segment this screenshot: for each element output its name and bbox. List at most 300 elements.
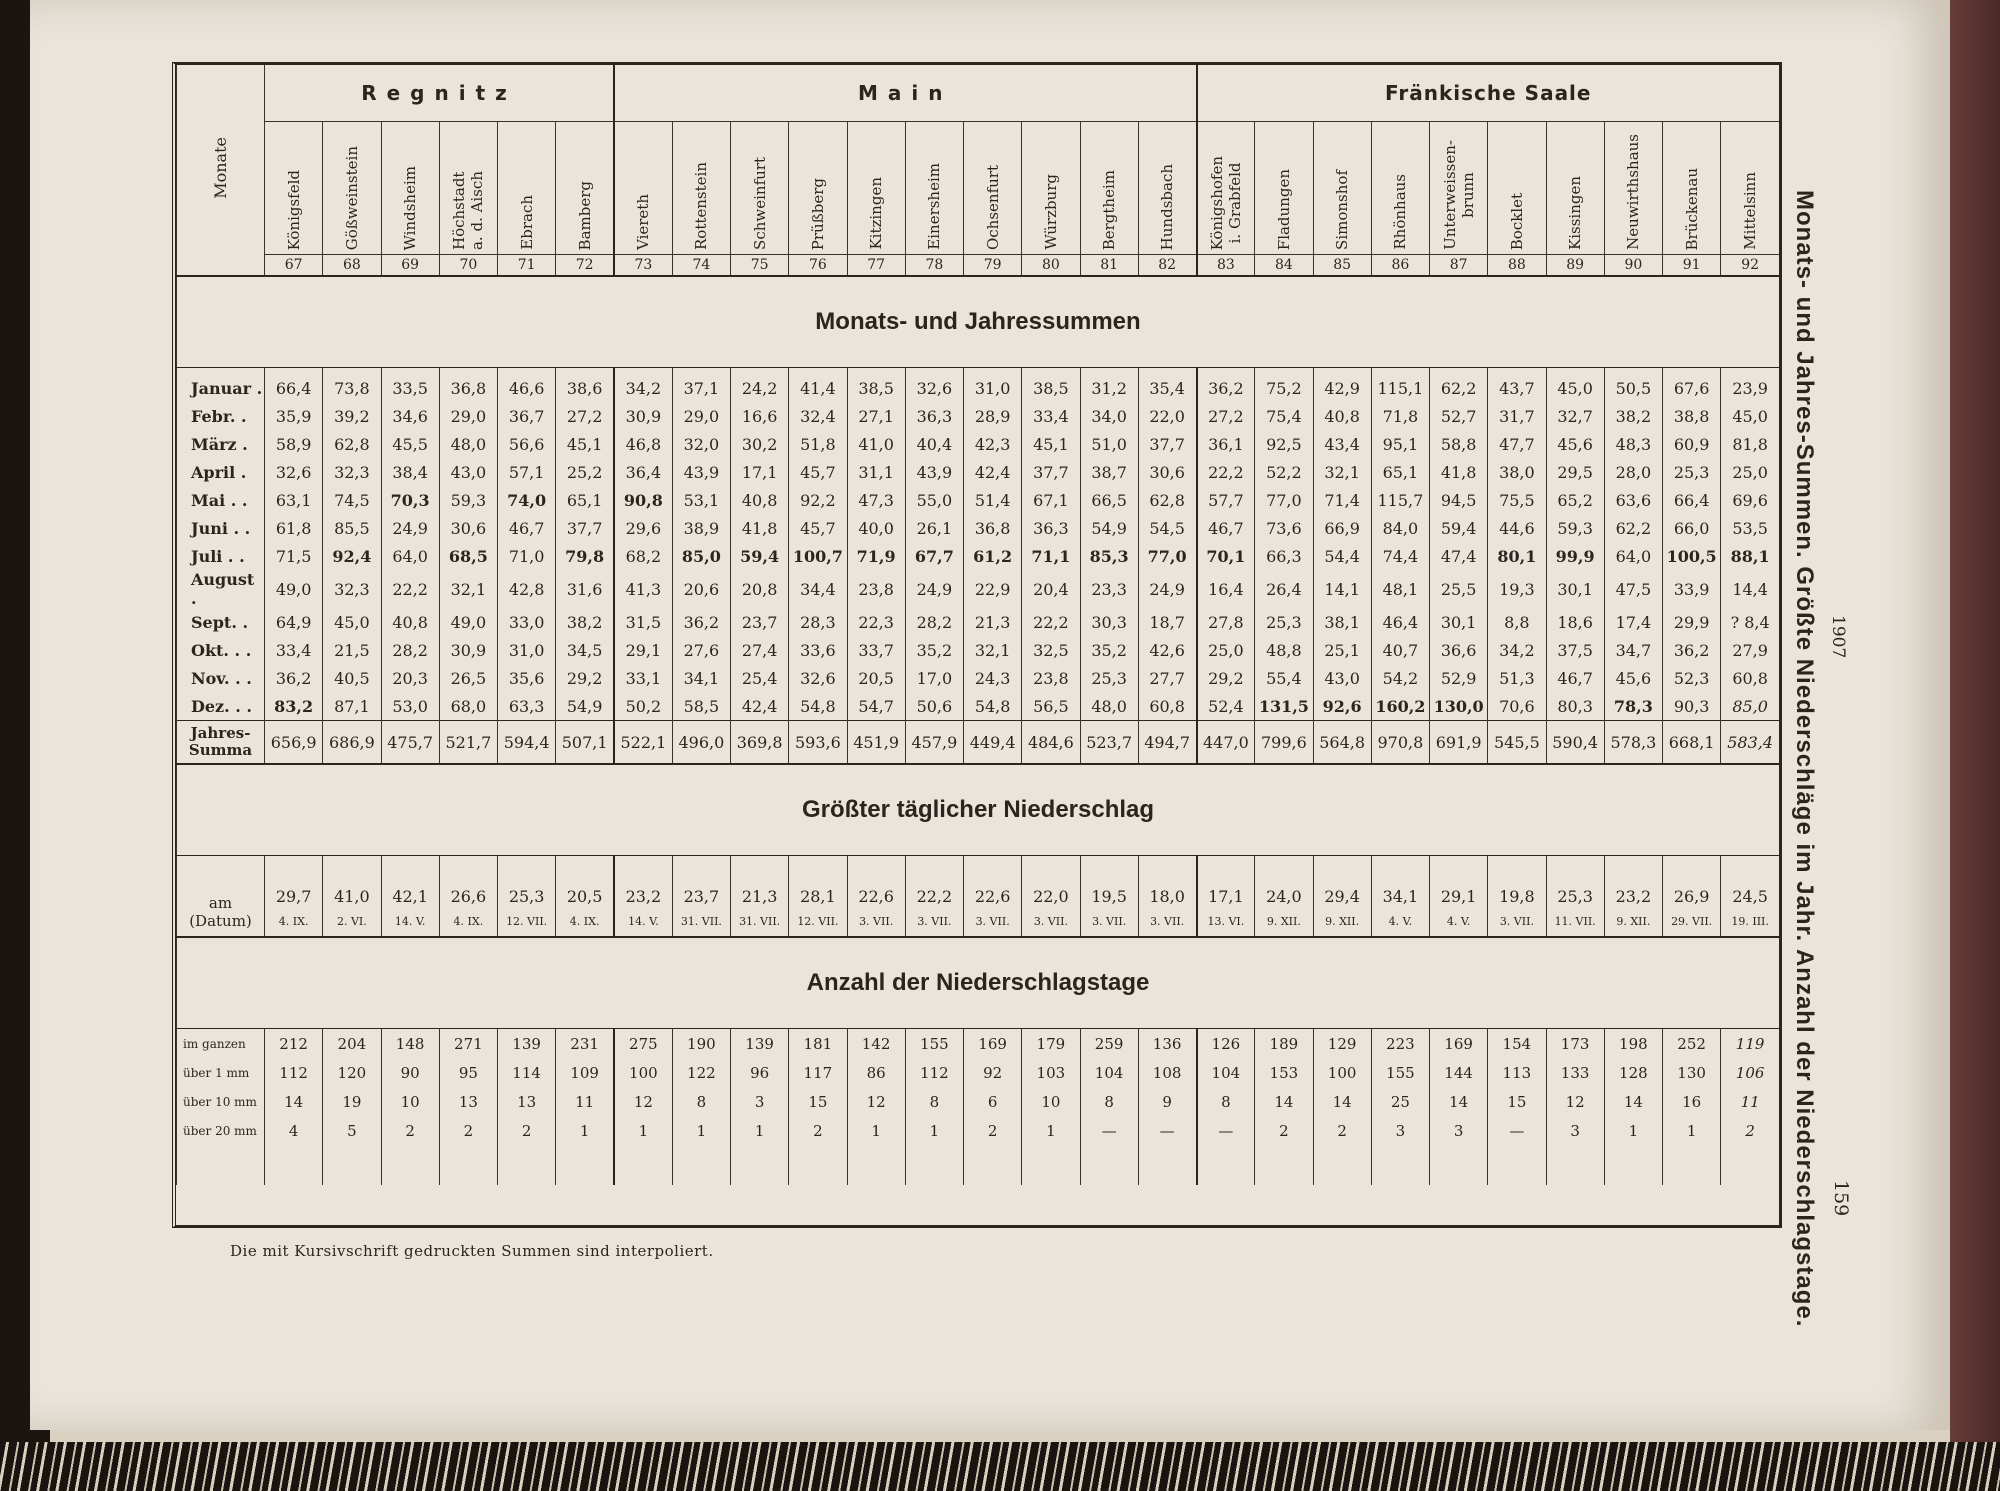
days-value: 231 bbox=[556, 1029, 614, 1059]
days-value: 12 bbox=[847, 1087, 905, 1116]
days-value: 2 bbox=[498, 1116, 556, 1145]
month-label: Okt. . . bbox=[177, 636, 265, 664]
month-value: 48,3 bbox=[1604, 430, 1662, 458]
month-label: April . bbox=[177, 458, 265, 486]
station-header bbox=[1197, 122, 1255, 255]
month-value: 62,2 bbox=[1604, 514, 1662, 542]
month-value: 37,7 bbox=[1138, 430, 1196, 458]
days-value: 11 bbox=[556, 1087, 614, 1116]
days-value: 1 bbox=[1604, 1116, 1662, 1145]
max-date-row bbox=[177, 906, 1780, 937]
station-number: 88 bbox=[1488, 255, 1546, 277]
days-value: 2 bbox=[439, 1116, 497, 1145]
month-value: 33,5 bbox=[381, 368, 439, 403]
month-value: 17,4 bbox=[1604, 608, 1662, 636]
max-date: 3. VII. bbox=[847, 906, 905, 937]
days-value: 169 bbox=[964, 1029, 1022, 1059]
month-value: 35,2 bbox=[905, 636, 963, 664]
station-name: Viereth bbox=[634, 194, 653, 250]
month-value: 47,7 bbox=[1488, 430, 1546, 458]
month-value: 63,1 bbox=[265, 486, 323, 514]
month-value: 41,8 bbox=[1430, 458, 1488, 486]
max-value: 20,5 bbox=[556, 856, 614, 907]
station-header bbox=[381, 122, 439, 255]
days-value: 1 bbox=[1663, 1116, 1721, 1145]
month-value: 41,4 bbox=[789, 368, 847, 403]
month-value: 16,4 bbox=[1197, 570, 1255, 608]
month-value: 64,0 bbox=[1604, 542, 1662, 570]
max-date: 4. IX. bbox=[439, 906, 497, 937]
month-value: 54,5 bbox=[1138, 514, 1196, 542]
max-date: 31. VII. bbox=[672, 906, 730, 937]
days-value: 96 bbox=[731, 1058, 789, 1087]
month-row bbox=[177, 692, 1780, 721]
days-value: 10 bbox=[381, 1087, 439, 1116]
month-value: 45,1 bbox=[556, 430, 614, 458]
precipitation-table-frame bbox=[172, 62, 1782, 1228]
station-header bbox=[1430, 122, 1488, 255]
month-value: 87,1 bbox=[323, 692, 381, 721]
spacer-cell bbox=[556, 1145, 614, 1185]
month-value: 80,1 bbox=[1488, 542, 1546, 570]
month-value: 49,0 bbox=[439, 608, 497, 636]
days-value: 92 bbox=[964, 1058, 1022, 1087]
max-value: 26,9 bbox=[1663, 856, 1721, 907]
station-name: Simonshof bbox=[1333, 170, 1352, 250]
month-value: 66,9 bbox=[1313, 514, 1371, 542]
max-value: 29,4 bbox=[1313, 856, 1371, 907]
station-name: Rhönhaus bbox=[1391, 174, 1410, 250]
month-value: 78,3 bbox=[1604, 692, 1662, 721]
spacer-cell bbox=[1022, 1145, 1080, 1185]
month-value: 66,3 bbox=[1255, 542, 1313, 570]
days-value: 3 bbox=[1546, 1116, 1604, 1145]
station-header bbox=[1371, 122, 1429, 255]
days-value: 16 bbox=[1663, 1087, 1721, 1116]
month-value: 14,1 bbox=[1313, 570, 1371, 608]
max-date: 31. VII. bbox=[731, 906, 789, 937]
month-value: 26,5 bbox=[439, 664, 497, 692]
month-value: 66,4 bbox=[265, 368, 323, 403]
month-value: 45,6 bbox=[1546, 430, 1604, 458]
month-value: 29,1 bbox=[614, 636, 672, 664]
days-value: 129 bbox=[1313, 1029, 1371, 1059]
month-value: 29,2 bbox=[1197, 664, 1255, 692]
month-value: 25,3 bbox=[1255, 608, 1313, 636]
month-value: ? 8,4 bbox=[1721, 608, 1779, 636]
month-value: 77,0 bbox=[1255, 486, 1313, 514]
annual-row bbox=[177, 721, 1780, 765]
month-value: 43,9 bbox=[672, 458, 730, 486]
month-value: 34,2 bbox=[1488, 636, 1546, 664]
month-value: 35,6 bbox=[498, 664, 556, 692]
month-value: 28,3 bbox=[789, 608, 847, 636]
annual-value: 451,9 bbox=[847, 721, 905, 765]
spacer-cell bbox=[381, 1145, 439, 1185]
days-value: 90 bbox=[381, 1058, 439, 1087]
days-section-row bbox=[177, 937, 1780, 1029]
days-value: 212 bbox=[265, 1029, 323, 1059]
month-label: März . bbox=[177, 430, 265, 458]
month-value: 38,2 bbox=[556, 608, 614, 636]
month-value: 40,8 bbox=[1313, 402, 1371, 430]
month-value: 21,3 bbox=[964, 608, 1022, 636]
month-value: 92,6 bbox=[1313, 692, 1371, 721]
month-value: 33,7 bbox=[847, 636, 905, 664]
month-value: 31,7 bbox=[1488, 402, 1546, 430]
month-value: 77,0 bbox=[1138, 542, 1196, 570]
month-row bbox=[177, 458, 1780, 486]
max-date: 3. VII. bbox=[1022, 906, 1080, 937]
days-label: über 20 mm bbox=[177, 1116, 265, 1145]
annual-value: 447,0 bbox=[1197, 721, 1255, 765]
month-value: 59,3 bbox=[439, 486, 497, 514]
month-value: 32,3 bbox=[323, 570, 381, 608]
month-value: 32,7 bbox=[1546, 402, 1604, 430]
annual-value: 496,0 bbox=[672, 721, 730, 765]
days-value: 181 bbox=[789, 1029, 847, 1059]
days-value: 119 bbox=[1721, 1029, 1779, 1059]
month-value: 54,8 bbox=[964, 692, 1022, 721]
station-number: 82 bbox=[1138, 255, 1196, 277]
station-header bbox=[1663, 122, 1721, 255]
month-value: 58,5 bbox=[672, 692, 730, 721]
month-value: 38,6 bbox=[556, 368, 614, 403]
month-value: 41,3 bbox=[614, 570, 672, 608]
month-value: 48,1 bbox=[1371, 570, 1429, 608]
spacer-cell bbox=[731, 1145, 789, 1185]
month-row bbox=[177, 664, 1780, 692]
station-name: Neuwirthshaus bbox=[1624, 134, 1643, 250]
days-value: 4 bbox=[265, 1116, 323, 1145]
max-value: 23,7 bbox=[672, 856, 730, 907]
month-value: 68,2 bbox=[614, 542, 672, 570]
station-number: 89 bbox=[1546, 255, 1604, 277]
annual-value: 583,4 bbox=[1721, 721, 1779, 765]
month-value: 35,9 bbox=[265, 402, 323, 430]
month-value: 62,8 bbox=[1138, 486, 1196, 514]
max-date: 3. VII. bbox=[905, 906, 963, 937]
month-value: 51,3 bbox=[1488, 664, 1546, 692]
month-value: 85,0 bbox=[672, 542, 730, 570]
spacer-cell bbox=[1080, 1145, 1138, 1185]
month-value: 43,0 bbox=[439, 458, 497, 486]
month-label: Febr. . bbox=[177, 402, 265, 430]
max-date: 3. VII. bbox=[964, 906, 1022, 937]
month-value: 53,0 bbox=[381, 692, 439, 721]
spacer-cell bbox=[1488, 1145, 1546, 1185]
days-value: 100 bbox=[1313, 1058, 1371, 1087]
station-name: Kitzingen bbox=[867, 177, 886, 250]
month-value: 36,7 bbox=[498, 402, 556, 430]
days-value: 108 bbox=[1138, 1058, 1196, 1087]
month-value: 20,8 bbox=[731, 570, 789, 608]
month-value: 52,7 bbox=[1430, 402, 1488, 430]
days-value: 14 bbox=[1430, 1087, 1488, 1116]
month-value: 66,0 bbox=[1663, 514, 1721, 542]
month-value: 43,7 bbox=[1488, 368, 1546, 403]
annual-value: 691,9 bbox=[1430, 721, 1488, 765]
month-value: 63,3 bbox=[498, 692, 556, 721]
month-value: 25,3 bbox=[1663, 458, 1721, 486]
month-value: 47,3 bbox=[847, 486, 905, 514]
month-value: 92,5 bbox=[1255, 430, 1313, 458]
max-date: 9. XII. bbox=[1313, 906, 1371, 937]
max-date: 13. VI. bbox=[1197, 906, 1255, 937]
month-value: 33,4 bbox=[1022, 402, 1080, 430]
spacer-cell bbox=[498, 1145, 556, 1185]
month-value: 57,1 bbox=[498, 458, 556, 486]
station-number: 79 bbox=[964, 255, 1022, 277]
month-value: 21,5 bbox=[323, 636, 381, 664]
month-value: 22,9 bbox=[964, 570, 1022, 608]
month-value: 42,9 bbox=[1313, 368, 1371, 403]
days-value: 198 bbox=[1604, 1029, 1662, 1059]
month-value: 17,1 bbox=[731, 458, 789, 486]
month-value: 30,1 bbox=[1430, 608, 1488, 636]
month-value: 74,0 bbox=[498, 486, 556, 514]
days-value: 19 bbox=[323, 1087, 381, 1116]
month-value: 26,4 bbox=[1255, 570, 1313, 608]
month-value: 26,1 bbox=[905, 514, 963, 542]
annual-value: 668,1 bbox=[1663, 721, 1721, 765]
max-value: 22,6 bbox=[847, 856, 905, 907]
month-value: 99,9 bbox=[1546, 542, 1604, 570]
month-value: 62,8 bbox=[323, 430, 381, 458]
days-value: 136 bbox=[1138, 1029, 1196, 1059]
station-header bbox=[731, 122, 789, 255]
month-value: 48,0 bbox=[439, 430, 497, 458]
days-value: 13 bbox=[498, 1087, 556, 1116]
group-fraenkische-saale: Fränkische Saale bbox=[1197, 65, 1780, 122]
annual-value: 594,4 bbox=[498, 721, 556, 765]
days-value: 2 bbox=[964, 1116, 1022, 1145]
month-value: 23,8 bbox=[847, 570, 905, 608]
station-header bbox=[498, 122, 556, 255]
month-value: 85,5 bbox=[323, 514, 381, 542]
station-header bbox=[1255, 122, 1313, 255]
month-value: 24,2 bbox=[731, 368, 789, 403]
days-value: — bbox=[1080, 1116, 1138, 1145]
station-name: Kissingen bbox=[1566, 176, 1585, 250]
month-value: 29,2 bbox=[556, 664, 614, 692]
month-value: 23,8 bbox=[1022, 664, 1080, 692]
month-value: 53,5 bbox=[1721, 514, 1779, 542]
month-value: 58,9 bbox=[265, 430, 323, 458]
station-number: 78 bbox=[905, 255, 963, 277]
month-label: Mai . . bbox=[177, 486, 265, 514]
month-value: 27,1 bbox=[847, 402, 905, 430]
month-value: 67,7 bbox=[905, 542, 963, 570]
month-value: 80,3 bbox=[1546, 692, 1604, 721]
month-value: 27,7 bbox=[1138, 664, 1196, 692]
month-value: 74,4 bbox=[1371, 542, 1429, 570]
max-value: 29,1 bbox=[1430, 856, 1488, 907]
month-value: 43,9 bbox=[905, 458, 963, 486]
month-value: 36,8 bbox=[439, 368, 497, 403]
station-number: 90 bbox=[1604, 255, 1662, 277]
days-value: 144 bbox=[1430, 1058, 1488, 1087]
max-date: 12. VII. bbox=[789, 906, 847, 937]
days-value: 15 bbox=[789, 1087, 847, 1116]
station-name: Bamberg bbox=[575, 180, 594, 250]
month-value: 31,2 bbox=[1080, 368, 1138, 403]
month-value: 45,7 bbox=[789, 458, 847, 486]
month-value: 36,2 bbox=[672, 608, 730, 636]
month-value: 65,2 bbox=[1546, 486, 1604, 514]
spacer-cell bbox=[964, 1145, 1022, 1185]
annual-value: 799,6 bbox=[1255, 721, 1313, 765]
max-date: 14. V. bbox=[614, 906, 672, 937]
month-value: 40,5 bbox=[323, 664, 381, 692]
month-value: 43,4 bbox=[1313, 430, 1371, 458]
month-value: 64,9 bbox=[265, 608, 323, 636]
days-value: 1 bbox=[905, 1116, 963, 1145]
station-header bbox=[1080, 122, 1138, 255]
month-value: 41,0 bbox=[847, 430, 905, 458]
month-value: 25,1 bbox=[1313, 636, 1371, 664]
month-value: 38,5 bbox=[1022, 368, 1080, 403]
month-row bbox=[177, 368, 1780, 403]
month-value: 57,7 bbox=[1197, 486, 1255, 514]
month-value: 67,6 bbox=[1663, 368, 1721, 403]
station-number: 73 bbox=[614, 255, 672, 277]
month-value: 59,4 bbox=[731, 542, 789, 570]
month-value: 46,7 bbox=[498, 514, 556, 542]
month-value: 46,7 bbox=[1546, 664, 1604, 692]
month-value: 46,4 bbox=[1371, 608, 1429, 636]
days-value: 271 bbox=[439, 1029, 497, 1059]
annual-value: 522,1 bbox=[614, 721, 672, 765]
month-value: 32,4 bbox=[789, 402, 847, 430]
month-value: 34,7 bbox=[1604, 636, 1662, 664]
max-date: 3. VII. bbox=[1080, 906, 1138, 937]
month-value: 52,9 bbox=[1430, 664, 1488, 692]
month-value: 25,2 bbox=[556, 458, 614, 486]
month-value: 25,5 bbox=[1430, 570, 1488, 608]
month-value: 30,9 bbox=[439, 636, 497, 664]
month-value: 71,4 bbox=[1313, 486, 1371, 514]
station-number: 72 bbox=[556, 255, 614, 277]
month-value: 30,6 bbox=[1138, 458, 1196, 486]
days-value: 275 bbox=[614, 1029, 672, 1059]
month-value: 61,8 bbox=[265, 514, 323, 542]
station-number: 68 bbox=[323, 255, 381, 277]
days-value: 86 bbox=[847, 1058, 905, 1087]
month-value: 61,2 bbox=[964, 542, 1022, 570]
month-value: 16,6 bbox=[731, 402, 789, 430]
month-row bbox=[177, 486, 1780, 514]
month-value: 54,2 bbox=[1371, 664, 1429, 692]
month-value: 18,7 bbox=[1138, 608, 1196, 636]
month-value: 25,0 bbox=[1197, 636, 1255, 664]
month-value: 42,8 bbox=[498, 570, 556, 608]
month-value: 37,5 bbox=[1546, 636, 1604, 664]
month-value: 160,2 bbox=[1371, 692, 1429, 721]
annual-value: 564,8 bbox=[1313, 721, 1371, 765]
page-edge bbox=[50, 1430, 1950, 1442]
month-value: 32,1 bbox=[964, 636, 1022, 664]
days-value: 155 bbox=[1371, 1058, 1429, 1087]
month-value: 8,8 bbox=[1488, 608, 1546, 636]
month-value: 34,1 bbox=[672, 664, 730, 692]
max-value: 29,7 bbox=[265, 856, 323, 907]
days-value: 142 bbox=[847, 1029, 905, 1059]
spacer-cell bbox=[1313, 1145, 1371, 1185]
month-value: 60,9 bbox=[1663, 430, 1721, 458]
month-value: 92,4 bbox=[323, 542, 381, 570]
month-value: 49,0 bbox=[265, 570, 323, 608]
station-name: Einersheim bbox=[925, 163, 944, 250]
month-value: 51,4 bbox=[964, 486, 1022, 514]
max-date: 9. XII. bbox=[1255, 906, 1313, 937]
month-value: 115,7 bbox=[1371, 486, 1429, 514]
month-value: 48,0 bbox=[1080, 692, 1138, 721]
station-name: Königshofen i. Grabfeld bbox=[1207, 155, 1244, 250]
max-date: 3. VII. bbox=[1138, 906, 1196, 937]
month-value: 60,8 bbox=[1138, 692, 1196, 721]
days-value: 1 bbox=[556, 1116, 614, 1145]
days-value: 133 bbox=[1546, 1058, 1604, 1087]
month-value: 38,0 bbox=[1488, 458, 1546, 486]
spacer-cell bbox=[847, 1145, 905, 1185]
month-value: 33,9 bbox=[1663, 570, 1721, 608]
days-value: 104 bbox=[1197, 1058, 1255, 1087]
month-value: 67,1 bbox=[1022, 486, 1080, 514]
max-date: 9. XII. bbox=[1604, 906, 1662, 937]
month-value: 35,2 bbox=[1080, 636, 1138, 664]
month-label: Sept. . bbox=[177, 608, 265, 636]
month-label: Januar . bbox=[177, 368, 265, 403]
month-value: 27,2 bbox=[1197, 402, 1255, 430]
month-value: 36,2 bbox=[1197, 368, 1255, 403]
month-value: 45,1 bbox=[1022, 430, 1080, 458]
spacer-cell bbox=[1138, 1145, 1196, 1185]
month-value: 27,4 bbox=[731, 636, 789, 664]
month-value: 71,5 bbox=[265, 542, 323, 570]
month-value: 32,5 bbox=[1022, 636, 1080, 664]
max-value: 18,0 bbox=[1138, 856, 1196, 907]
max-value: 17,1 bbox=[1197, 856, 1255, 907]
station-name: Prüßberg bbox=[808, 177, 827, 250]
days-value: 1 bbox=[1022, 1116, 1080, 1145]
month-value: 32,1 bbox=[439, 570, 497, 608]
days-value: 126 bbox=[1197, 1029, 1255, 1059]
month-value: 130,0 bbox=[1430, 692, 1488, 721]
spacer-cell bbox=[614, 1145, 672, 1185]
max-value: 41,0 bbox=[323, 856, 381, 907]
month-label: Juli . . bbox=[177, 542, 265, 570]
precipitation-table bbox=[176, 65, 1779, 1185]
month-value: 66,5 bbox=[1080, 486, 1138, 514]
days-value: 169 bbox=[1430, 1029, 1488, 1059]
month-value: 50,5 bbox=[1604, 368, 1662, 403]
max-date: 2. VI. bbox=[323, 906, 381, 937]
max-value: 28,1 bbox=[789, 856, 847, 907]
max-value: 19,8 bbox=[1488, 856, 1546, 907]
spacer-cell bbox=[789, 1145, 847, 1185]
month-value: 71,8 bbox=[1371, 402, 1429, 430]
days-value: 10 bbox=[1022, 1087, 1080, 1116]
station-name: Hundsbach bbox=[1158, 163, 1177, 250]
station-header bbox=[614, 122, 672, 255]
days-value: 148 bbox=[381, 1029, 439, 1059]
station-number: 70 bbox=[439, 255, 497, 277]
month-value: 55,4 bbox=[1255, 664, 1313, 692]
station-name: Bocklet bbox=[1507, 192, 1526, 250]
month-label: Dez. . . bbox=[177, 692, 265, 721]
month-value: 71,9 bbox=[847, 542, 905, 570]
